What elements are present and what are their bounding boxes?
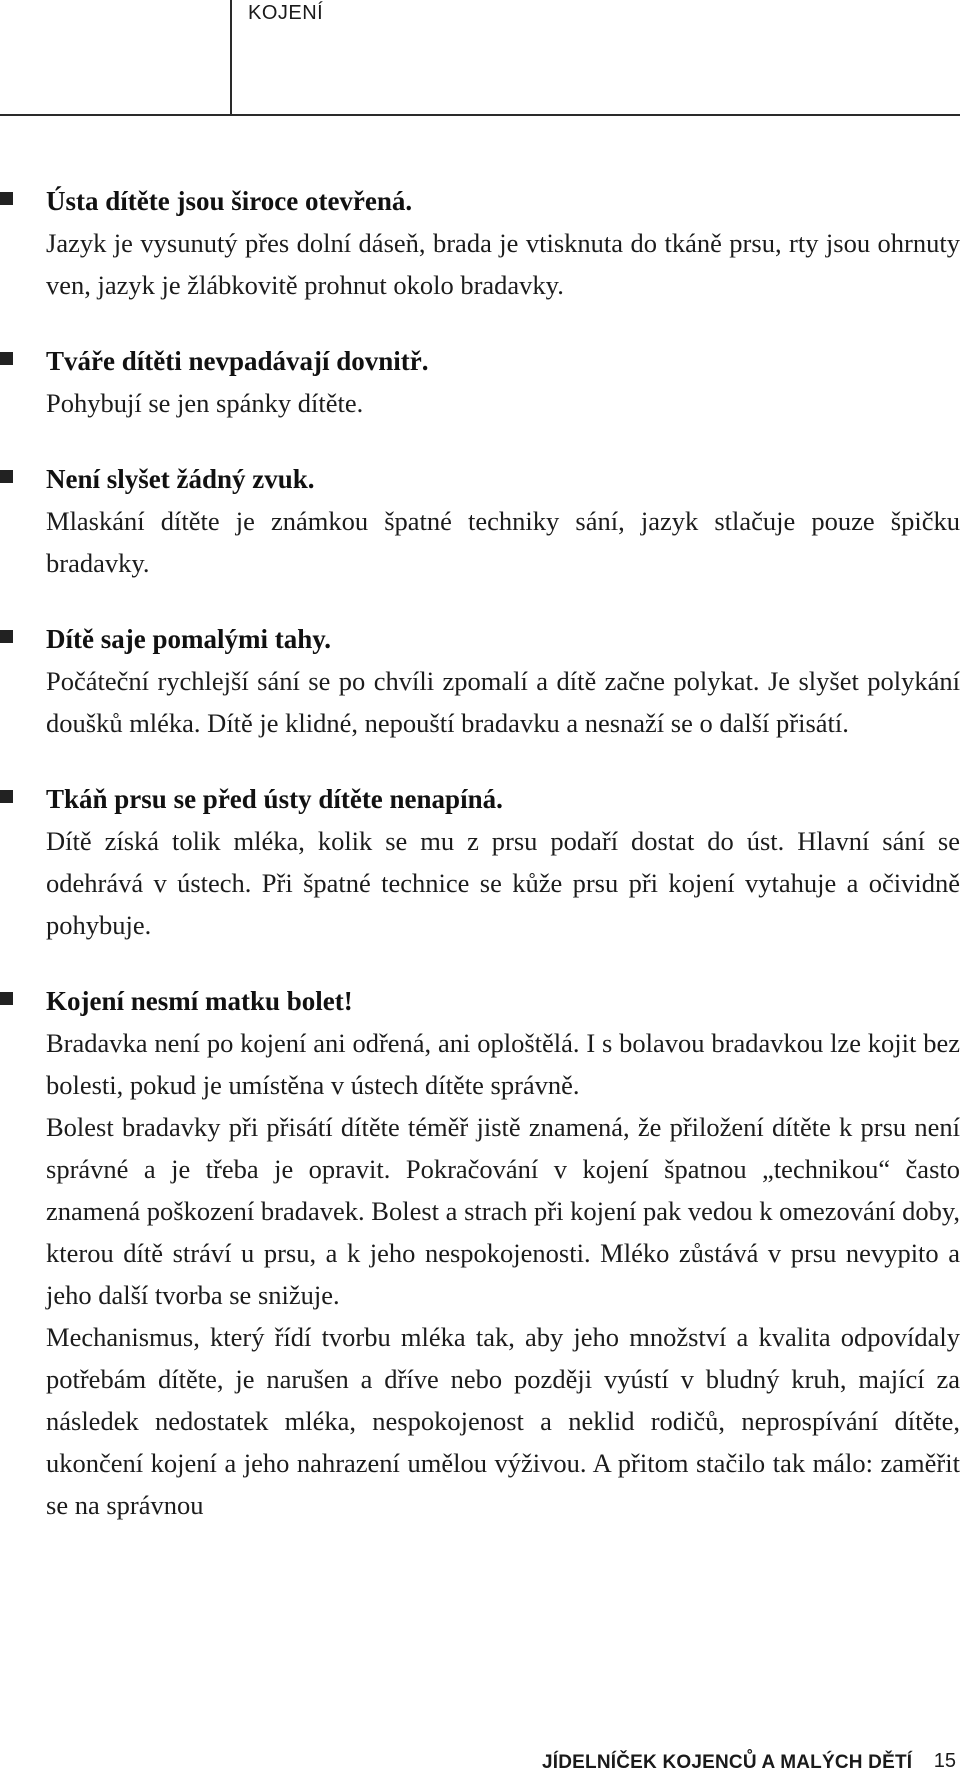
item-paragraph: Mlaskání dítěte je známkou špatné techniky sání, jazyk stlačuje pouze špičku bradavky. [46,506,960,578]
item-paragraph: Počáteční rychlejší sání se po chvíli zpomalí a dítě začne polykat. Je slyšet polykání doušků mléka. Dítě je klidné, nepouští bradavku a nesnaží se o další přisátí. [46,666,960,738]
item-title: Dítě saje pomalými tahy. [46,624,331,654]
square-bullet-icon [0,790,13,803]
list-item [0,458,960,584]
item-body [46,820,960,946]
header-divider-vertical [230,0,232,114]
square-bullet-icon [0,470,13,483]
item-body [46,660,960,744]
square-bullet-icon [0,630,13,643]
item-paragraph: Jazyk je vysunutý přes dolní dáseň, brada je vtisknuta do tkáně prsu, rty jsou ohrnuty ven, jazyk je žlábkovitě prohnut okolo bradavky. [46,228,960,300]
item-paragraph: Mechanismus, který řídí tvorbu mléka tak, aby jeho množství a kvalita odpovídaly potřebám dítěte, je narušen a dříve nebo později vyústí v bludný kruh, mající za následek nedostatek mléka, nespokojenost a neklid rodičů, neprospívání dítěte, ukončení kojení a jeho nahrazení umělou výživou. A přitom stačilo tak málo: zaměřit se na správnou [46,1322,960,1520]
page-number: 15 [933,1750,956,1772]
item-paragraph: Bolest bradavky při přisátí dítěte téměř jistě znamená, že přiložení dítěte k prsu není správné a je třeba je opravit. Pokračování v kojení špatnou „technikou“ často znamená poškození bradavek. Bolest a strach při kojení pak vedou k omezování doby, kterou dítě stráví u prsu, a k jeho nespokojenosti. Mléko zůstává v prsu nevypito a jeho další tvorba se snižuje. [46,1112,960,1310]
item-body [46,500,960,584]
running-head: KOJENÍ [248,2,324,24]
item-title: Tkáň prsu se před ústy dítěte nenapíná. [46,784,503,814]
item-paragraph: Dítě získá tolik mléka, kolik se mu z prsu podaří dostat do úst. Hlavní sání se odehrává v ústech. Při špatné technice se kůže prsu při kojení vytahuje a očividně pohybuje. [46,826,960,940]
item-body [46,222,960,306]
list-item [0,778,960,946]
list-item [0,180,960,306]
header-rule [0,114,960,116]
item-paragraph: Bradavka není po kojení ani odřená, ani oploštělá. I s bolavou bradavkou lze kojit bez bolesti, pokud je umístěna v ústech dítěte správně. [46,1028,960,1100]
footer-book-title: JÍDELNÍČEK KOJENCŮ A MALÝCH DĚTÍ [542,1752,913,1773]
square-bullet-icon [0,992,13,1005]
item-body [46,1022,960,1526]
item-title: Ústa dítěte jsou široce otevřená. [46,186,413,216]
square-bullet-icon [0,192,13,205]
list-item [0,980,960,1526]
item-body [46,382,960,424]
item-title: Není slyšet žádný zvuk. [46,464,315,494]
item-paragraph: Pohybují se jen spánky dítěte. [46,388,364,418]
item-title: Kojení nesmí matku bolet! [46,986,353,1016]
bullet-list [0,180,960,1560]
item-title: Tváře dítěti nevpadávají dovnitř. [46,346,429,376]
list-item [0,340,960,424]
list-item [0,618,960,744]
square-bullet-icon [0,352,13,365]
